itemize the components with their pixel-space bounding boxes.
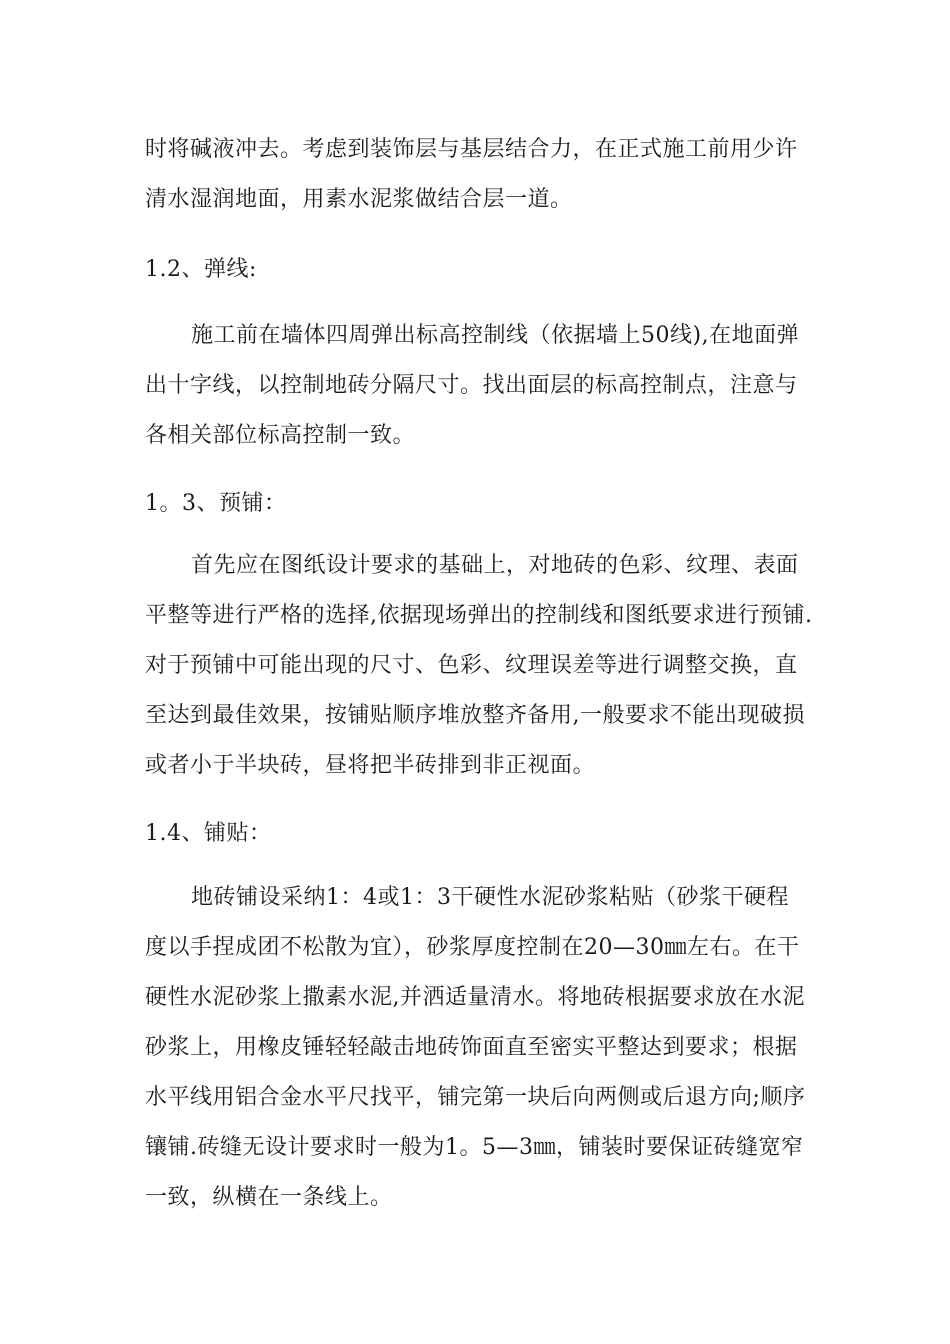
text-line: 时将碱液冲去。考虑到装饰层与基层结合力，在正式施工前用少许	[145, 137, 798, 162]
text-line: 地砖铺设采纳1：4或1：3干硬性水泥砂浆粘贴（砂浆干硬程	[191, 885, 789, 910]
text-line: 一致，纵横在一条线上。	[145, 1185, 393, 1210]
section-heading: 1.4、铺贴：	[145, 821, 272, 846]
text-line: 首先应在图纸设计要求的基础上，对地砖的色彩、纹理、表面	[191, 553, 799, 578]
text-line: 施工前在墙体四周弹出标高控制线（依据墙上50线),在地面弹	[191, 323, 800, 348]
text-line: 平整等进行严格的选择,依据现场弹出的控制线和图纸要求进行预铺.	[145, 603, 813, 628]
section-heading: 1.2、弹线:	[145, 257, 257, 282]
text-line: 出十字线，以控制地砖分隔尺寸。找出面层的标高控制点，注意与	[145, 373, 798, 398]
text-line: 镶铺.砖缝无设计要求时一般为1。5—3㎜，铺装时要保证砖缝宽窄	[145, 1135, 804, 1160]
text-line: 度以手捏成团不松散为宜），砂浆厚度控制在20—30㎜左右。在干	[145, 935, 800, 960]
text-line: 至达到最佳效果，按铺贴顺序堆放整齐备用,一般要求不能出现破损	[145, 703, 805, 728]
text-line: 水平线用铝合金水平尺找平，铺完第一块后向两侧或后退方向;顺序	[145, 1085, 806, 1110]
text-line: 砂浆上，用橡皮锤轻轻敲击地砖饰面直至密实平整达到要求；根据	[145, 1035, 798, 1060]
text-line: 清水湿润地面，用素水泥浆做结合层一道。	[145, 187, 573, 212]
text-line: 各相关部位标高控制一致。	[145, 423, 416, 448]
text-line: 或者小于半块砖，昼将把半砖排到非正视面。	[145, 753, 596, 778]
section-heading: 1。3、预铺：	[145, 491, 287, 516]
text-line: 对于预铺中可能出现的尺寸、色彩、纹理误差等进行调整交换，直	[145, 653, 798, 678]
text-line: 硬性水泥砂浆上撒素水泥,并洒适量清水。将地砖根据要求放在水泥	[145, 985, 805, 1010]
